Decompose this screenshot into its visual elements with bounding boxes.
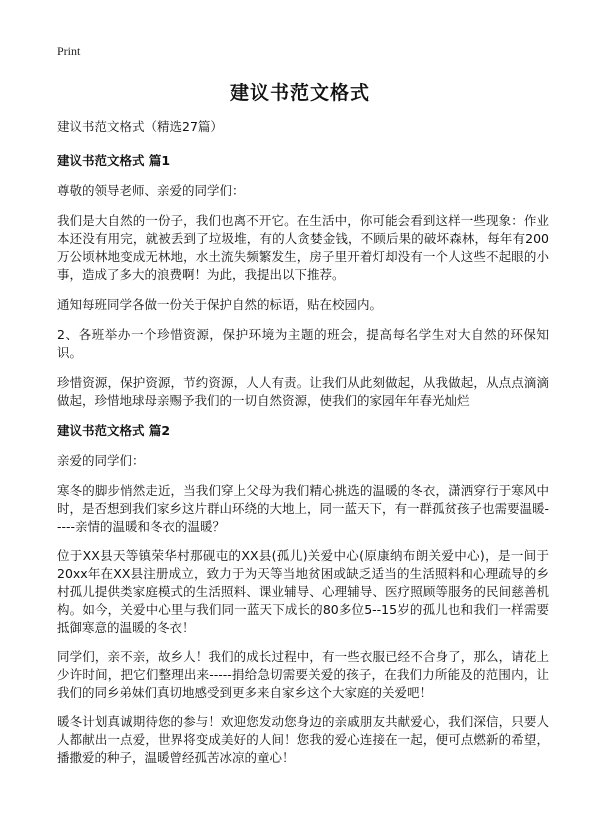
body-paragraph: 通知每班同学各做一份关于保护自然的标语，贴在校园内。 — [57, 297, 383, 312]
document-body — [57, 118, 549, 778]
body-paragraph: 同学们，亲不亲，故乡人！我们的成长过程中，有一些衣服已经不合身了，那么，请花上少许时间，把它们整理出来-----捐给急切需要关爱的孩子，在我们力所能及的范围内，让我们的同乡弟妹们真切地感受到更多来自家乡这个大家庭的关爱吧！ — [57, 649, 549, 700]
body-paragraph: 寒冬的脚步悄然走近，当我们穿上父母为我们精心挑选的温暖的冬衣，潇洒穿行于寒风中时，是否想到我们家乡这片群山环绕的大地上，同一蓝天下，有一群孤贫孩子也需要温暖-----亲情的温暖和冬衣的温暖？ — [57, 483, 550, 534]
body-paragraph: 位于XX县天等镇荣华村那砚屯的XX县(孤儿)关爱中心(原康纳布朗关爱中心)，是一间于20xx年在XX县注册成立，致力于为天等当地贫困或缺乏适当的生活照料和心理疏导的乡村孤儿提供类家庭模式的生活照料、课业辅导、心理辅导、医疗照顾等服务的民间慈善机构。如今，关爱中心里与我们同一蓝天下成长的80多位5--15岁的孤儿也和我们一样需要抵御寒意的温暖的冬衣！ — [57, 548, 549, 635]
salutation-paragraph: 亲爱的同学们： — [57, 453, 145, 468]
document-title: 建议书范文格式 — [229, 82, 370, 104]
document-subtitle: 建议书范文格式（精选27篇） — [57, 119, 223, 134]
body-paragraph: 珍惜资源，保护资源，节约资源，人人有责。让我们从此刻做起，从我做起，从点点滴滴做起，珍惜地球母亲赐予我们的一切自然资源，使我们的家园年年春光灿烂 — [57, 375, 549, 408]
section-heading-2: 建议书范文格式 篇2 — [57, 423, 171, 438]
body-paragraph: 2、各班举办一个珍惜资源，保护环境为主题的班会，提高每名学生对大自然的环保知识。 — [57, 327, 549, 360]
salutation-paragraph: 尊敬的领导老师、亲爱的同学们： — [57, 183, 245, 198]
print-link[interactable]: Print — [57, 44, 81, 58]
body-paragraph: 我们是大自然的一份子，我们也离不开它。在生活中，你可能会看到这样一些现象：作业本还没有用完，就被丢到了垃圾堆，有的人贪婪金钱，不顾后果的破坏森林，每年有200万公顷林地变成无林地，水土流失频繁发生，房子里开着灯却没有一个人这些不起眼的小事，造成了多大的浪费啊！为此，我提出以下推荐。 — [57, 213, 549, 282]
section-heading-1: 建议书范文格式 篇1 — [57, 153, 171, 168]
body-paragraph: 暖冬计划真诚期待您的参与！欢迎您发动您身边的亲戚朋友共献爱心，我们深信，只要人人都献出一点爱，世界将变成美好的人间！您我的爱心连接在一起，便可点燃新的希望，播撒爱的种子，温暖曾经孤苦冰凉的童心！ — [57, 714, 549, 765]
